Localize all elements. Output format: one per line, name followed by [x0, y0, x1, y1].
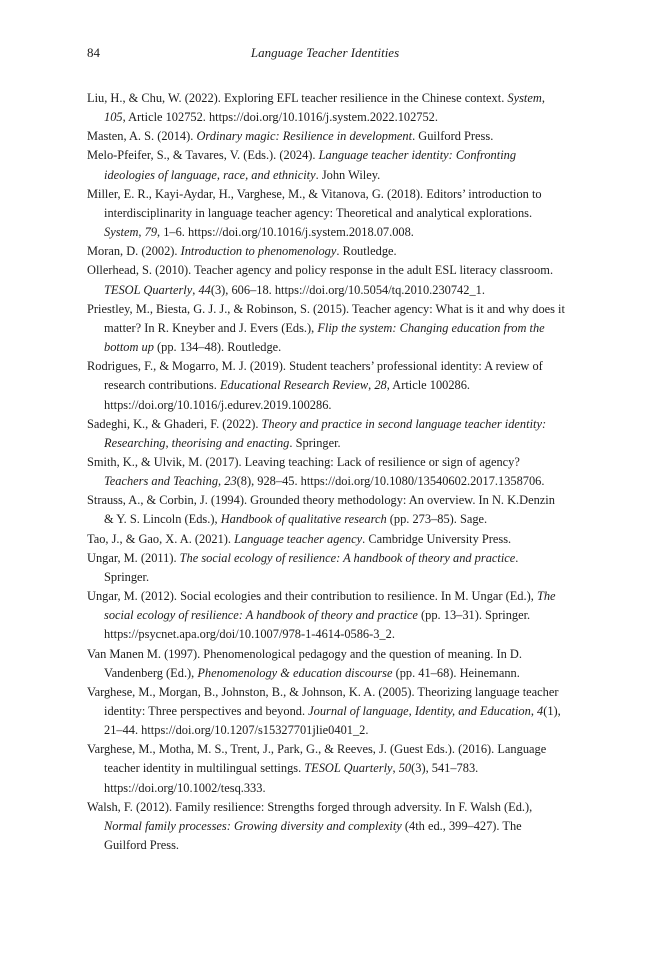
reference-entry: [87, 300, 565, 357]
page-number: 84: [87, 45, 100, 60]
reference-entry: [87, 146, 565, 184]
ref-text: ,: [138, 225, 145, 240]
ref-text: Miller, E. R., Kayi-Aydar, H., Varghese, M., & Vitanova, G. (2018). Editors’ introduction to interdisciplinarity in language teacher agency: Theoretical and analytical explorations.: [87, 186, 542, 220]
reference-entry: [87, 740, 565, 797]
reference-entry: [87, 242, 565, 261]
ref-text: (3), 606–18. https://doi.org/10.5054/tq.2010.230742_1.: [210, 282, 485, 297]
ref-book-title: The social ecology of resilience: A handbook of theory and practice: [104, 589, 556, 623]
ref-text: , Article 102752. https://doi.org/10.1016/j.system.2022.102752.: [122, 110, 438, 125]
ref-journal: TESOL Quarterly: [304, 761, 393, 776]
reference-entry: [87, 549, 565, 587]
ref-text: . Guilford Press.: [412, 129, 494, 144]
ref-volume: 4: [537, 704, 544, 718]
reference-entry: [87, 491, 565, 529]
ref-text: (pp. 41–68). Heinemann.: [392, 665, 520, 680]
reference-entry: [87, 357, 565, 414]
ref-book-title: Language teacher agency: [234, 531, 363, 546]
ref-text: Priestley, M., Biesta, G. J. J., & Robinson, S. (2015). Teacher agency: What is it and why does it matter? In R. Kneyber and J. Evers (Eds.),: [87, 301, 565, 335]
ref-text: (4th ed., 399–427). The Guilford Press.: [104, 818, 522, 853]
reference-entry: [87, 587, 565, 644]
ref-text: , Article 100286. https://doi.org/10.1016/j.edurev.2019.100286.: [104, 378, 471, 412]
reference-entry: [87, 415, 565, 453]
reference-entry: [87, 89, 565, 127]
ref-volume: 28: [374, 378, 387, 393]
ref-volume: 44: [198, 282, 211, 297]
ref-text: Ollerhead, S. (2010). Teacher agency and policy response in the adult ESL literacy classroom.: [87, 263, 554, 278]
ref-volume: 105: [104, 110, 123, 125]
ref-book-title: Normal family processes: Growing diversity and complexity: [104, 818, 402, 833]
ref-text: ,: [192, 282, 199, 297]
ref-text: Melo-Pfeifer, S., & Tavares, V. (Eds.). (2024).: [87, 148, 319, 163]
ref-text: Ungar, M. (2011).: [87, 550, 180, 565]
ref-text: (1), 21–44. https://doi.org/10.1207/s15327701jlie0401_2.: [104, 704, 561, 738]
ref-text: Varghese, M., Morgan, B., Johnston, B., & Johnson, K. A. (2005). Theorizing language teacher identity: Three perspectives and beyond.: [87, 684, 559, 718]
reference-entry: [87, 798, 565, 855]
reference-entry: [87, 683, 565, 740]
ref-text: , 1–6. https://doi.org/10.1016/j.system.2018.07.008.: [157, 225, 414, 240]
ref-text: Strauss, A., & Corbin, J. (1994). Grounded theory methodology: An overview. In N. K.Denzin & Y. S. Lincoln (Eds.),: [87, 493, 555, 527]
ref-journal: Journal of language, Identity, and Education: [308, 704, 531, 718]
ref-text: ,: [368, 378, 375, 393]
ref-text: Liu, H., & Chu, W. (2022). Exploring EFL teacher resilience in the Chinese context.: [87, 91, 508, 105]
ref-text: Moran, D. (2002).: [87, 244, 181, 259]
ref-text: Van Manen M. (1997). Phenomenological pedagogy and the question of meaning. In D. Vandenberg (Ed.),: [87, 646, 522, 680]
ref-journal: System: [104, 225, 139, 240]
ref-journal: System: [507, 91, 542, 105]
ref-book-title: The social ecology of resilience: A handbook of theory and practice: [179, 550, 516, 565]
ref-text: (pp. 134–48). Routledge.: [153, 340, 282, 355]
ref-text: ,: [218, 474, 225, 489]
ref-text: . Springer.: [104, 550, 519, 584]
reference-entry: [87, 127, 565, 146]
ref-book-title: Phenomenology & education discourse: [197, 665, 393, 680]
ref-text: (pp. 273–85). Sage.: [386, 512, 488, 527]
reference-entry: [87, 645, 565, 683]
ref-text: . Routledge.: [336, 244, 397, 259]
ref-text: Ungar, M. (2012). Social ecologies and their contribution to resilience. In M. Ungar (Ed.),: [87, 589, 537, 604]
ref-text: . John Wiley.: [315, 167, 381, 182]
ref-text: Walsh, F. (2012). Family resilience: Strengths forged through adversity. In F. Walsh (Ed.),: [87, 799, 533, 814]
ref-text: Masten, A. S. (2014).: [87, 129, 197, 144]
reference-entry: [87, 453, 565, 491]
ref-text: Varghese, M., Motha, M. S., Trent, J., Park, G., & Reeves, J. (Guest Eds.). (2016). Language teacher identity in multilingual settings.: [87, 742, 547, 776]
ref-text: (pp. 13–31). Springer. https://psycnet.apa.org/doi/10.1007/978-1-4614-0586-3_2.: [104, 608, 531, 642]
page-header: [87, 45, 563, 65]
ref-book-title: Introduction to phenomenology: [180, 244, 337, 259]
reference-entry: [87, 530, 565, 549]
ref-volume: 50: [398, 761, 412, 776]
ref-text: ,: [530, 704, 538, 718]
ref-journal: Educational Research Review: [219, 378, 369, 393]
ref-book-title: Flip the system: Changing education from the bottom up: [104, 320, 545, 355]
ref-book-title: Language teacher identity: Confronting ideologies of language, race, and ethnicity: [104, 148, 517, 182]
ref-book-title: Ordinary magic: Resilience in development: [196, 129, 413, 144]
ref-volume: 79: [144, 225, 158, 240]
ref-journal: Teachers and Teaching: [104, 474, 219, 489]
reference-list: [87, 89, 565, 855]
ref-journal: TESOL Quarterly: [104, 282, 193, 297]
ref-book-title: Handbook of qualitative research: [220, 512, 387, 527]
reference-entry: [87, 185, 565, 242]
ref-text: (8), 928–45. https://doi.org/10.1080/13540602.2017.1358706.: [236, 474, 545, 489]
ref-text: Tao, J., & Gao, X. A. (2021).: [87, 531, 235, 546]
ref-text: Sadeghi, K., & Ghaderi, F. (2022).: [87, 416, 262, 431]
ref-volume: 23: [224, 474, 237, 489]
ref-text: Smith, K., & Ulvik, M. (2017). Leaving teaching: Lack of resilience or sign of agency?: [87, 454, 520, 469]
running-title: Language Teacher Identities: [250, 45, 400, 60]
ref-text: (3), 541–783. https://doi.org/10.1002/tesq.333.: [104, 761, 479, 795]
ref-text: ,: [541, 91, 545, 105]
ref-text: . Cambridge University Press.: [362, 531, 512, 546]
reference-entry: [87, 261, 565, 299]
ref-book-title: Theory and practice in second language teacher identity: Researching, theorising and enacting: [104, 416, 547, 450]
ref-text: . Springer.: [289, 435, 341, 450]
ref-text: ,: [392, 761, 399, 776]
ref-text: Rodrigues, F., & Mogarro, M. J. (2019). Student teachers’ professional identity: A review of research contributions.: [87, 359, 543, 393]
